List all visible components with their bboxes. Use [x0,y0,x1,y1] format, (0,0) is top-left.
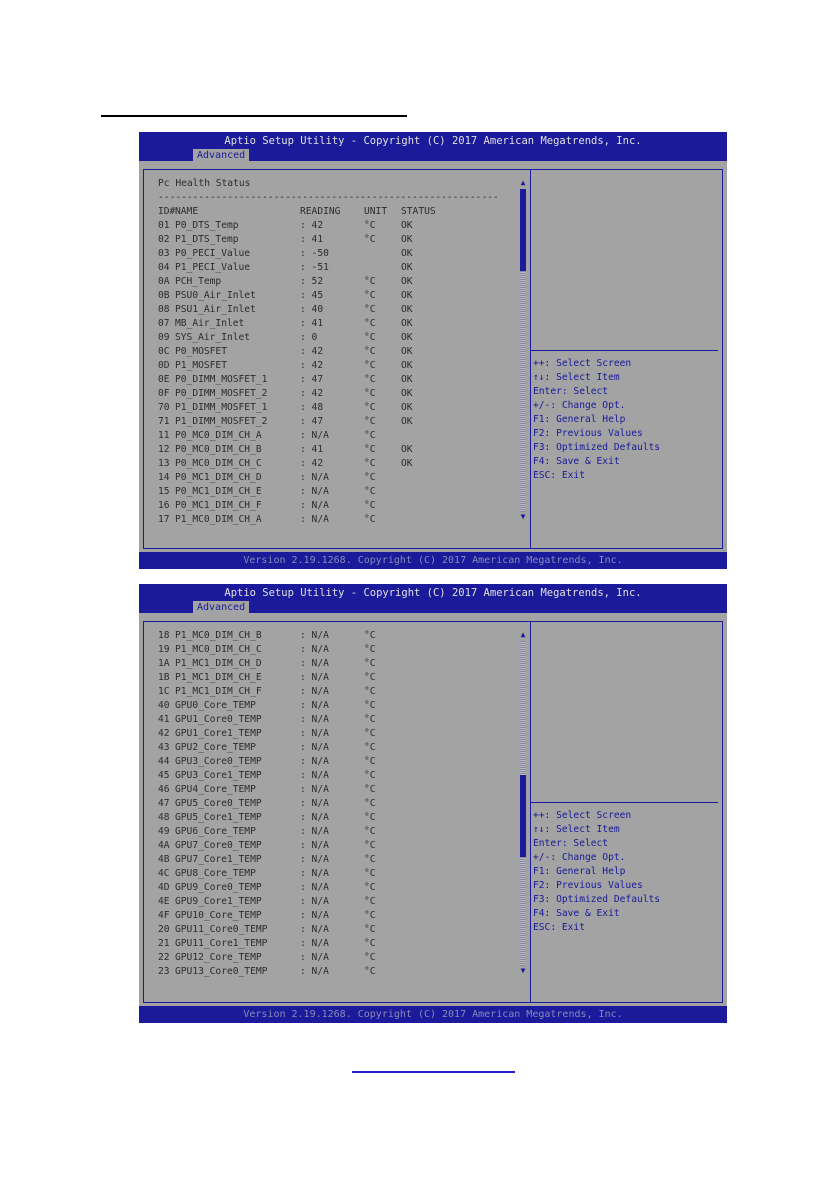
sensor-reading: : N/A [300,686,329,697]
sensor-id: 21 [158,938,170,949]
sensor-id: 23 [158,966,170,977]
sensor-id: 14 [158,472,170,483]
sensor-list [158,177,499,527]
sensor-reading: : N/A [300,672,329,683]
help-key-item: F2: Previous Values [533,428,643,439]
help-key-item: +/-: Change Opt. [533,400,626,411]
table-row[interactable] [158,457,499,471]
sensor-unit: °C [364,220,376,231]
sensor-id: 45 [158,770,170,781]
sensor-reading: : N/A [300,756,329,767]
sensor-unit: °C [364,910,376,921]
sensor-name: GPU1_Core0_TEMP [175,714,262,725]
sensor-id: 0C [158,346,170,357]
table-row[interactable] [158,317,499,331]
sensor-unit: °C [364,416,376,427]
sensor-reading: : 41 [300,318,324,329]
help-key-item: F4: Save & Exit [533,908,620,919]
sensor-reading: : N/A [300,430,329,441]
sensor-id: 4D [158,882,170,893]
sensor-unit: °C [364,318,376,329]
sensor-id: 71 [158,416,170,427]
bios-screenshot-1 [139,132,727,569]
sensor-status: OK [401,220,413,231]
sensor-name: P1_MC0_DIM_CH_A [175,514,262,525]
sensor-name: P1_MC0_DIM_CH_C [175,644,262,655]
table-row[interactable] [158,261,499,275]
sensor-name: SYS_Air_Inlet [175,332,251,343]
sensor-unit: °C [364,826,376,837]
help-panel [533,809,660,935]
sensor-status: OK [401,248,413,259]
sensor-reading: : 47 [300,416,324,427]
sensor-reading: : 47 [300,374,324,385]
sensor-name: P0_MC1_DIM_CH_D [175,472,262,483]
sensor-reading: : N/A [300,896,329,907]
table-row[interactable] [158,289,499,303]
sensor-reading: : N/A [300,812,329,823]
sensor-id: 13 [158,458,170,469]
sensor-id: 08 [158,304,170,315]
sensor-name: P1_MC1_DIM_CH_F [175,686,262,697]
table-row[interactable] [158,373,499,387]
main-frame [143,621,723,1003]
sensor-reading: : N/A [300,798,329,809]
sensor-name: GPU9_Core1_TEMP [175,896,262,907]
sensor-reading: : N/A [300,854,329,865]
sensor-reading: : N/A [300,966,329,977]
sensor-name: GPU6_Core_TEMP [175,826,256,837]
table-row[interactable] [158,471,499,485]
sensor-unit: °C [364,234,376,245]
sensor-status: OK [401,304,413,315]
sensor-id: 4F [158,910,170,921]
sensor-name: GPU13_Core0_TEMP [175,966,268,977]
sensor-reading: : N/A [300,826,329,837]
help-key-item: +/-: Change Opt. [533,852,626,863]
help-key-item: F1: General Help [533,866,626,877]
sensor-id: 20 [158,924,170,935]
footer-bar [139,552,727,569]
sensor-id: 0E [158,374,170,385]
panel-divider [530,622,531,1002]
sensor-name: GPU11_Core0_TEMP [175,924,268,935]
sensor-id: 70 [158,402,170,413]
sensor-id: 0F [158,388,170,399]
sensor-name: GPU9_Core0_TEMP [175,882,262,893]
sensor-name: GPU10_Core_TEMP [175,910,262,921]
sensor-reading: : N/A [300,868,329,879]
sensor-reading: : N/A [300,882,329,893]
sensor-name: P1_MC1_DIM_CH_D [175,658,262,669]
sensor-reading: : N/A [300,700,329,711]
sensor-name: P0_MC0_DIM_CH_A [175,430,262,441]
help-key-item: Enter: Select [533,386,609,397]
sensor-unit: °C [364,812,376,823]
sensor-reading: : 42 [300,346,324,357]
section-title: Pc Health Status [158,178,251,189]
sensor-reading: : 42 [300,360,324,371]
sensor-name: GPU3_Core0_TEMP [175,756,262,767]
help-key-item: ↑↓: Select Item [533,824,620,835]
footer-bar [139,1006,727,1023]
sensor-reading: : 42 [300,388,324,399]
table-row[interactable] [158,485,499,499]
sensor-status: OK [401,234,413,245]
sensor-unit: °C [364,854,376,865]
sensor-name: GPU7_Core1_TEMP [175,854,262,865]
sensor-unit: °C [364,756,376,767]
sensor-id: 4B [158,854,170,865]
sensor-name: P0_MC0_DIM_CH_B [175,444,262,455]
sensor-unit: °C [364,658,376,669]
table-row[interactable] [158,275,499,289]
sensor-name: P1_MOSFET [175,360,227,371]
sensor-name: PSU1_Air_Inlet [175,304,256,315]
scroll-up-icon[interactable]: ▲ [520,630,526,639]
document-link-underline [352,1071,515,1073]
sensor-name: P1_DIMM_MOSFET_1 [175,402,268,413]
sensor-unit: °C [364,840,376,851]
tab-advanced[interactable]: Advanced [193,149,249,162]
sensor-name: GPU2_Core_TEMP [175,742,256,753]
table-row[interactable] [158,387,499,401]
sensor-status: OK [401,318,413,329]
help-key-item: ESC: Exit [533,922,585,933]
sensor-reading: : 0 [300,332,318,343]
sensor-id: 1A [158,658,170,669]
sensor-id: 40 [158,700,170,711]
sensor-id: 09 [158,332,170,343]
sensor-name: MB_Air_Inlet [175,318,245,329]
sensor-reading: : N/A [300,630,329,641]
sensor-id: 15 [158,486,170,497]
sensor-id: 1B [158,672,170,683]
sensor-unit: °C [364,472,376,483]
sensor-id: 04 [158,262,170,273]
sensor-unit: °C [364,388,376,399]
sensor-reading: : N/A [300,644,329,655]
sensor-reading: : -51 [300,262,329,273]
sensor-id: 4E [158,896,170,907]
sensor-name: P1_MC1_DIM_CH_E [175,672,262,683]
sensor-unit: °C [364,630,376,641]
sensor-id: 22 [158,952,170,963]
sensor-status: OK [401,416,413,427]
sensor-id: 49 [158,826,170,837]
sensor-status: OK [401,444,413,455]
sensor-reading: : N/A [300,658,329,669]
sensor-reading: : 52 [300,276,324,287]
sensor-unit: °C [364,896,376,907]
table-row[interactable] [158,499,499,513]
table-row[interactable] [158,233,499,247]
sensor-unit: °C [364,458,376,469]
help-key-item: Enter: Select [533,838,609,849]
table-row[interactable] [158,429,499,443]
sensor-status: OK [401,290,413,301]
sensor-reading: : N/A [300,472,329,483]
sensor-unit: °C [364,486,376,497]
panel-divider [530,170,531,548]
sensor-unit: °C [364,276,376,287]
help-key-item: F1: General Help [533,414,626,425]
title-bar [139,584,727,613]
sensor-status: OK [401,262,413,273]
scrollbar-thumb[interactable] [520,189,526,271]
sensor-unit: °C [364,966,376,977]
sensor-name: P0_PECI_Value [175,248,251,259]
header-id: ID# [158,206,176,217]
document-heading-underline [101,115,407,117]
table-row[interactable] [158,219,499,233]
sensor-reading: : N/A [300,784,329,795]
sensor-unit: °C [364,728,376,739]
sensor-reading: : -50 [300,248,329,259]
table-header [158,205,499,219]
sensor-status: OK [401,388,413,399]
sensor-unit: °C [364,700,376,711]
sensor-id: 07 [158,318,170,329]
sensor-reading: : N/A [300,514,329,525]
help-key-item: F2: Previous Values [533,880,643,891]
sensor-name: GPU3_Core1_TEMP [175,770,262,781]
sensor-id: 03 [158,248,170,259]
help-key-item: ++: Select Screen [533,358,632,369]
sensor-unit: °C [364,770,376,781]
sensor-name: P1_DTS_Temp [175,234,239,245]
sensor-unit: °C [364,924,376,935]
sensor-name: P1_DIMM_MOSFET_2 [175,416,268,427]
table-row[interactable] [158,415,499,429]
sensor-unit: °C [364,868,376,879]
sensor-reading: : 41 [300,444,324,455]
help-divider [531,802,718,803]
sensor-reading: : N/A [300,486,329,497]
scrollbar-thumb[interactable] [520,775,526,857]
scroll-down-icon[interactable]: ▼ [520,966,526,975]
sensor-status: OK [401,402,413,413]
sensor-reading: : 40 [300,304,324,315]
sensor-unit: °C [364,938,376,949]
sensor-reading: : 42 [300,220,324,231]
sensor-unit: °C [364,798,376,809]
sensor-reading: : N/A [300,910,329,921]
sensor-reading: : 41 [300,234,324,245]
footer-text: Version 2.19.1268. Copyright (C) 2017 American Megatrends, Inc. [243,555,623,566]
header-reading: READING [300,206,341,217]
sensor-id: 11 [158,430,170,441]
sensor-name: P0_MC1_DIM_CH_F [175,500,262,511]
sensor-status: OK [401,458,413,469]
sensor-id: 43 [158,742,170,753]
help-key-item: F3: Optimized Defaults [533,442,661,453]
table-row[interactable] [158,303,499,317]
sensor-name: GPU4_Core_TEMP [175,784,256,795]
sensor-id: 0D [158,360,170,371]
sensor-reading: : N/A [300,952,329,963]
sensor-name: GPU11_Core1_TEMP [175,938,268,949]
sensor-id: 16 [158,500,170,511]
help-key-item: ESC: Exit [533,470,585,481]
table-row[interactable] [158,401,499,415]
sensor-name: GPU12_Core_TEMP [175,952,262,963]
sensor-name: GPU7_Core0_TEMP [175,840,262,851]
sensor-name: P0_MC0_DIM_CH_C [175,458,262,469]
sensor-reading: : 48 [300,402,324,413]
sensor-id: 4C [158,868,170,879]
title-bar [139,132,727,161]
sensor-id: 19 [158,644,170,655]
sensor-unit: °C [364,360,376,371]
table-row[interactable] [158,443,499,457]
sensor-unit: °C [364,714,376,725]
sensor-status: OK [401,276,413,287]
sensor-name: P0_DTS_Temp [175,220,239,231]
sensor-status: OK [401,360,413,371]
sensor-reading: : N/A [300,728,329,739]
scroll-up-icon[interactable]: ▲ [520,178,526,187]
sensor-name: P0_DIMM_MOSFET_1 [175,374,268,385]
sensor-name: PSU0_Air_Inlet [175,290,256,301]
sensor-name: GPU1_Core1_TEMP [175,728,262,739]
sensor-name: P0_MC1_DIM_CH_E [175,486,262,497]
table-row[interactable] [158,247,499,261]
sensor-name: P0_MOSFET [175,346,227,357]
sensor-id: 46 [158,784,170,795]
sensor-reading: : N/A [300,742,329,753]
header-name: NAME [175,206,199,217]
sensor-unit: °C [364,500,376,511]
sensor-name: GPU5_Core0_TEMP [175,798,262,809]
sensor-id: 18 [158,630,170,641]
sensor-rows [158,219,499,527]
sensor-unit: °C [364,514,376,525]
sensor-unit: °C [364,686,376,697]
scroll-down-icon[interactable]: ▼ [520,512,526,521]
table-row[interactable] [158,513,499,527]
help-key-item: ↑↓: Select Item [533,372,620,383]
sensor-unit: °C [364,644,376,655]
separator-line: ----------------------------------------------------------- [158,192,499,203]
sensor-id: 44 [158,756,170,767]
sensor-status: OK [401,332,413,343]
help-divider [531,350,718,351]
help-panel [533,357,660,483]
sensor-id: 1C [158,686,170,697]
sensor-unit: °C [364,444,376,455]
sensor-unit: °C [364,346,376,357]
sensor-unit: °C [364,952,376,963]
sensor-id: 41 [158,714,170,725]
sensor-name: P0_DIMM_MOSFET_2 [175,388,268,399]
sensor-reading: : N/A [300,770,329,781]
sensor-id: 01 [158,220,170,231]
sensor-unit: °C [364,402,376,413]
sensor-id: 0B [158,290,170,301]
help-key-item: ++: Select Screen [533,810,632,821]
sensor-unit: °C [364,304,376,315]
table-row[interactable] [158,331,499,345]
sensor-reading: : 42 [300,458,324,469]
sensor-unit: °C [364,332,376,343]
sensor-unit: °C [364,742,376,753]
sensor-unit: °C [364,672,376,683]
sensor-unit: °C [364,290,376,301]
title-text: Aptio Setup Utility - Copyright (C) 2017 American Megatrends, Inc. [224,135,642,147]
bios-screenshot-2 [139,584,727,1023]
sensor-unit: °C [364,882,376,893]
sensor-reading: : N/A [300,924,329,935]
sensor-id: 42 [158,728,170,739]
sensor-unit: °C [364,374,376,385]
sensor-unit: °C [364,430,376,441]
sensor-name: PCH_Temp [175,276,222,287]
sensor-id: 02 [158,234,170,245]
footer-text: Version 2.19.1268. Copyright (C) 2017 American Megatrends, Inc. [243,1009,623,1020]
sensor-reading: : N/A [300,938,329,949]
sensor-reading: : N/A [300,840,329,851]
sensor-reading: : 45 [300,290,324,301]
sensor-unit: °C [364,784,376,795]
sensor-id: 47 [158,798,170,809]
sensor-id: 0A [158,276,170,287]
table-row[interactable] [158,359,499,373]
header-unit: UNIT [364,206,388,217]
sensor-name: GPU8_Core_TEMP [175,868,256,879]
main-frame [143,169,723,549]
sensor-name: P1_MC0_DIM_CH_B [175,630,262,641]
sensor-status: OK [401,374,413,385]
tab-advanced[interactable]: Advanced [193,601,249,614]
sensor-name: GPU0_Core_TEMP [175,700,256,711]
sensor-status: OK [401,346,413,357]
sensor-name: P1_PECI_Value [175,262,251,273]
sensor-name: GPU5_Core1_TEMP [175,812,262,823]
sensor-reading: : N/A [300,500,329,511]
sensor-id: 48 [158,812,170,823]
sensor-id: 17 [158,514,170,525]
table-row[interactable] [158,345,499,359]
title-text: Aptio Setup Utility - Copyright (C) 2017 American Megatrends, Inc. [224,587,642,599]
sensor-id: 4A [158,840,170,851]
sensor-id: 12 [158,444,170,455]
header-status: STATUS [401,206,436,217]
sensor-reading: : N/A [300,714,329,725]
help-key-item: F3: Optimized Defaults [533,894,661,905]
help-key-item: F4: Save & Exit [533,456,620,467]
